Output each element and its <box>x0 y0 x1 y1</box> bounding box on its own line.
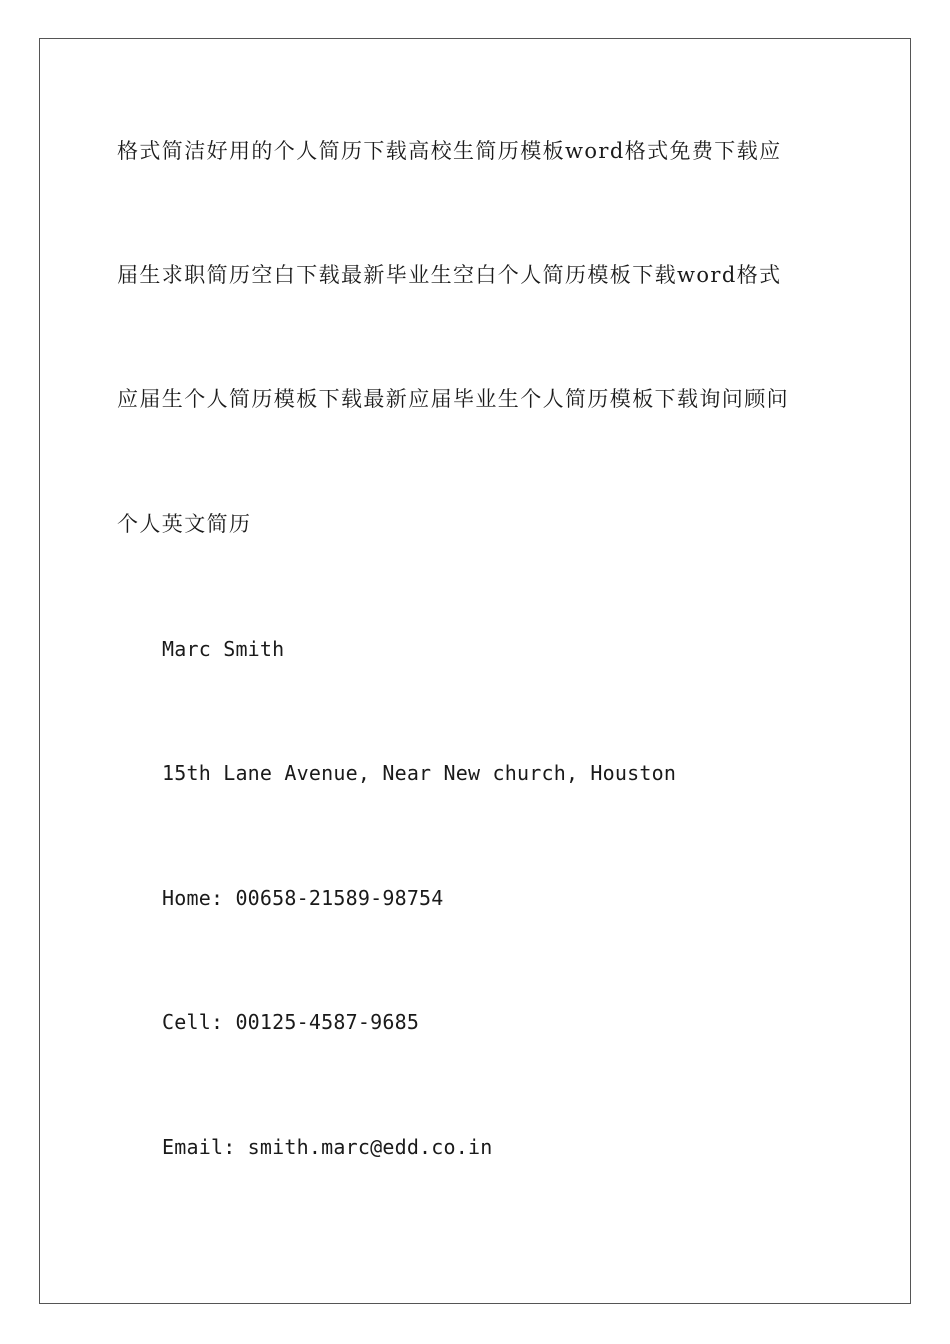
contact-email: Email: smith.marc@edd.co.in <box>162 1135 493 1159</box>
intro-line-2: 届生求职简历空白下载最新毕业生空白个人简历模板下载word格式 <box>117 263 782 287</box>
intro-line-1: 格式简洁好用的个人简历下载高校生简历模板word格式免费下载应 <box>117 139 782 163</box>
contact-home-phone: Home: 00658-21589-98754 <box>162 886 444 910</box>
contact-address: 15th Lane Avenue, Near New church, Houston <box>162 761 677 785</box>
contact-cell-phone: Cell: 00125-4587-9685 <box>162 1010 420 1034</box>
intro-line-3: 应届生个人简历模板下载最新应届毕业生个人简历模板下载询问顾问 <box>117 387 789 411</box>
section-title: 个人英文简历 <box>117 512 252 536</box>
page-frame <box>39 38 911 1304</box>
contact-name: Marc Smith <box>162 637 285 661</box>
